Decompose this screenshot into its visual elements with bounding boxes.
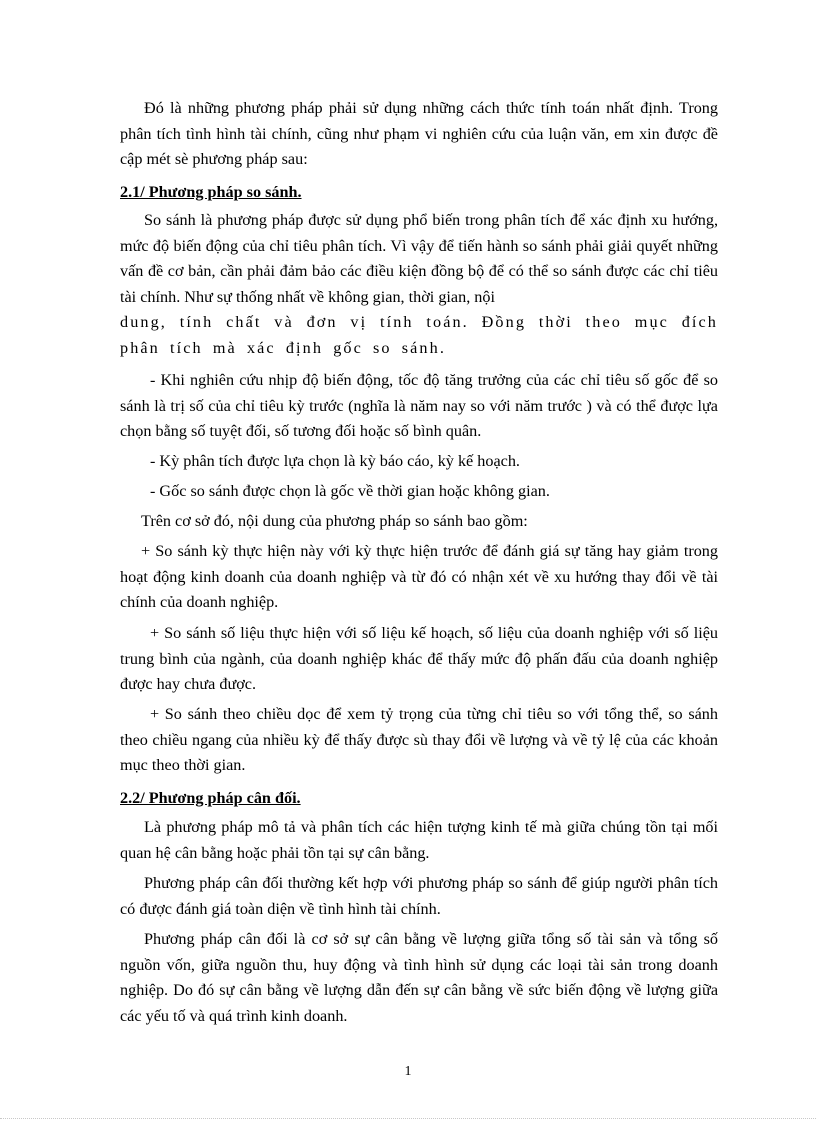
paragraph-intro xyxy=(120,96,718,173)
paragraph-text: Đó là những phương pháp phải sử dụng những cách thức tính toán nhất định. Trong phân tích tình hình tài chính, cũng như phạm vi nghiên cứu của luận văn, em xin được đề cập mét sè phương pháp sau: xyxy=(120,99,718,169)
paragraph-text: + So sánh kỳ thực hiện này với kỳ thực hiện trước để đánh giá sự tăng hay giảm trong hoạt động kinh doanh của doanh nghiệp và từ đó có nhận xét về xu hướng thay đổi về tài chính của doanh nghiệp. xyxy=(120,542,718,612)
paragraph-ky-phan-tich xyxy=(120,449,718,475)
section-heading-2-2: 2.2/ Phương pháp cân đối. xyxy=(120,789,301,807)
paragraph-text: - Gốc so sánh được chọn là gốc về thời gian hoặc không gian. xyxy=(150,482,550,500)
paragraph-text: So sánh là phương pháp được sử dụng phổ biến trong phân tích để xác định xu hướng, mức độ biến động của chỉ tiêu phân tích. Vì vậy để tiến hành so sánh phải giải quyết những vấn đề cơ bản, cần phải đảm bảo các điều kiện đồng bộ để có thể so sánh được các chỉ tiêu tài chính. Như sự thống nhất về không gian, thời gian, nội xyxy=(120,211,718,306)
paragraph-text: - Khi nghiên cứu nhịp độ biến động, tốc độ tăng trưởng của các chỉ tiêu số gốc để so sánh là trị số của chỉ tiêu kỳ trước (nghĩa là năm nay so với năm trước ) và có thể được lựa chọn bằng số tuyệt đối, số tương đối hoặc số bình quân. xyxy=(120,371,718,441)
paragraph-text: Là phương pháp mô tả và phân tích các hiện tượng kinh tế mà giữa chúng tồn tại mối quan hệ cân bằng hoặc phải tồn tại sự cân bằng. xyxy=(120,818,718,862)
paragraph-text: - Kỳ phân tích được lựa chọn là kỳ báo cáo, kỳ kế hoạch. xyxy=(150,452,520,470)
paragraph-can-doi-ket-hop xyxy=(120,871,718,922)
paragraph-text: + So sánh số liệu thực hiện với số liệu kế hoạch, số liệu của doanh nghiệp với số liệu trung bình của ngành, của doanh nghiệp khác để thấy mức độ phấn đấu của doanh nghiệp được hay chưa được. xyxy=(120,624,718,694)
paragraph-so-sanh-definition xyxy=(120,208,718,362)
section-heading-2-2-block xyxy=(120,786,718,812)
paragraph-noi-dung xyxy=(120,509,718,535)
page-bottom-divider xyxy=(0,1118,816,1119)
page-number: 1 xyxy=(404,1064,412,1079)
section-heading-2-1-block xyxy=(120,180,718,206)
paragraph-text: Trên cơ sở đó, nội dung của phương pháp so sánh bao gồm: xyxy=(141,512,528,530)
paragraph-can-doi-co-so xyxy=(120,927,718,1029)
paragraph-so-sanh-chieu xyxy=(120,702,718,779)
paragraph-can-doi-definition xyxy=(120,815,718,866)
paragraph-text: Phương pháp cân đối là cơ sở sự cân bằng về lượng giữa tổng số tài sản và tổng số nguồn vốn, giữa nguồn thu, huy động và tình hình sử dụng các loại tài sản trong doanh nghiệp. Do đó sự cân bằng về lượng dẫn đến sự cân bằng về sức biến động về lượng giữa các yếu tố và quá trình kinh doanh. xyxy=(120,930,718,1025)
paragraph-so-sanh-ky xyxy=(120,539,718,616)
paragraph-text: + So sánh theo chiều dọc để xem tỷ trọng của từng chỉ tiêu so với tổng thể, so sánh theo chiều ngang của nhiều kỳ để thấy được sù thay đổi về lượng và về tỷ lệ của các khoản mục theo thời gian. xyxy=(120,705,718,775)
paragraph-text-spaced: dung, tính chất và đơn vị tính toán. Đồng thời theo mục đích phân tích mà xác định gốc so sánh. xyxy=(120,313,718,357)
paragraph-goc-so-sanh xyxy=(120,479,718,505)
section-heading-2-1: 2.1/ Phương pháp so sánh. xyxy=(120,183,302,201)
paragraph-nhip-do xyxy=(120,368,718,445)
paragraph-text: Phương pháp cân đối thường kết hợp với phương pháp so sánh để giúp người phân tích có được đánh giá toàn diện về tình hình tài chính. xyxy=(120,874,718,918)
paragraph-so-sanh-so-lieu xyxy=(120,621,718,698)
